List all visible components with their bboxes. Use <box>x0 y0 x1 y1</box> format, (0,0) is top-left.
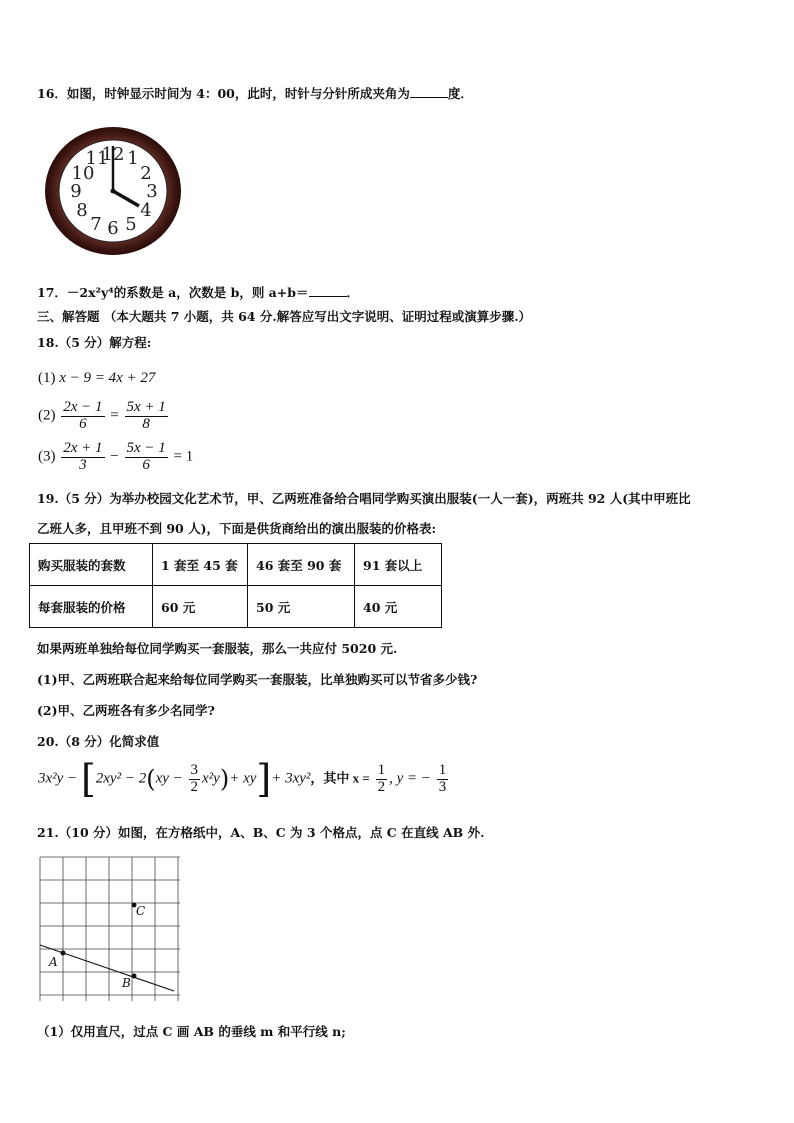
q18-part1-label: (1) <box>38 370 56 386</box>
fraction-denominator: 2 <box>377 778 386 795</box>
price-table <box>29 543 442 628</box>
table-cell: 46 套至 90 套 <box>248 544 355 586</box>
clock-number-3: 3 <box>146 181 158 202</box>
right-paren-icon: ) <box>219 765 230 793</box>
clock-center <box>111 189 116 194</box>
table-cell: 50 元 <box>248 586 355 628</box>
fraction-denominator: 2 <box>190 778 199 795</box>
fraction-denominator: 6 <box>142 456 150 473</box>
q18-part1 <box>38 370 155 387</box>
clock-number-4: 4 <box>140 200 152 221</box>
fraction-numerator: 1 <box>377 761 386 778</box>
line-ab <box>40 945 174 991</box>
q18-part2-label: (2) <box>38 407 56 424</box>
q18-part2-right-fraction <box>125 400 168 433</box>
clock-number-10: 10 <box>71 163 95 184</box>
clock-number-6: 6 <box>107 218 119 239</box>
q16-suffix: 度． <box>447 86 473 101</box>
table-cell: 40 元 <box>355 586 442 628</box>
fraction-denominator: 8 <box>142 415 150 432</box>
q20-term-5: + xy <box>229 770 257 787</box>
q17-num: 17． <box>37 285 67 300</box>
q20-term-1: 3x²y − <box>38 770 78 787</box>
point-b <box>132 974 137 979</box>
fraction-numerator: 2x − 1 <box>63 399 103 415</box>
clock-number-1: 1 <box>127 148 139 169</box>
q18-part3-minus: − <box>110 448 119 465</box>
q18-part3-left-fraction <box>61 441 104 474</box>
fraction-denominator: 3 <box>438 778 447 795</box>
grid-figure <box>38 855 186 1005</box>
clock-number-2: 2 <box>140 163 152 184</box>
q20-heading: 20.（8 分）化简求值 <box>37 734 160 749</box>
fraction-denominator: 3 <box>79 456 87 473</box>
q19-subquestion-1: (1)甲、乙两班联合起来给每位同学购买一套服装，比单独购买可以节省多少钱? <box>37 672 478 687</box>
table-cell: 购买服装的套数 <box>30 544 153 586</box>
table-cell: 60 元 <box>153 586 248 628</box>
q20-term-4: x²y <box>202 770 220 787</box>
clock-number-7: 7 <box>90 214 102 235</box>
label-a: A <box>49 955 58 969</box>
q18-part3 <box>38 441 193 474</box>
clock-number-11: 11 <box>85 148 109 169</box>
q19-condition: 如果两班单独给每位同学购买一套服装，那么一共应付 5020 元. <box>37 641 398 656</box>
right-bracket-icon: ] <box>256 757 272 801</box>
q20-x-value <box>376 763 388 796</box>
q20-term-3: xy − <box>155 770 183 787</box>
q18-heading: 18.（5 分）解方程: <box>37 335 152 350</box>
table-row <box>30 544 442 586</box>
q17-expr: －2x²y⁴ <box>66 285 114 300</box>
q18-part2 <box>38 400 170 433</box>
q20-fraction <box>189 763 201 796</box>
fraction-numerator: 2x + 1 <box>63 440 103 456</box>
q19-subquestion-2: (2)甲、乙两班各有多少名同学? <box>37 703 215 718</box>
left-paren-icon: ( <box>146 765 156 793</box>
fraction-numerator: 5x − 1 <box>126 440 166 456</box>
q16-line <box>37 84 473 102</box>
clock-number-12: 12 <box>101 144 125 165</box>
q19-line1: 19.（5 分）为举办校园文化艺术节，甲、乙两班准备给合唱同学购买演出服装(一人一套)，两班共 92 人(其中甲班比 <box>37 491 691 506</box>
q20-term-6: + 3xy² <box>271 770 311 787</box>
table-row <box>30 586 442 628</box>
q18-part2-left-fraction <box>61 400 104 433</box>
q21-subquestion-1: （1）仅用直尺，过点 C 画 AB 的垂线 m 和平行线 n; <box>37 1024 346 1039</box>
q19-line2: 乙班人多，且甲班不到 90 人)，下面是供货商给出的演出服装的价格表: <box>37 521 437 536</box>
q20-term-2: 2xy² − 2 <box>95 770 147 787</box>
left-bracket-icon: [ <box>80 757 96 801</box>
point-a <box>61 951 66 956</box>
q17-blank <box>309 284 347 297</box>
q20-y-value <box>437 763 449 796</box>
q20-where: ，其中 x = <box>310 770 370 786</box>
fraction-denominator: 6 <box>79 415 87 432</box>
clock-number-9: 9 <box>70 181 82 202</box>
grid-lines <box>40 857 180 1001</box>
q16-text: 16．如图，时钟显示时间为 4：00，此时，时针与分针所成夹角为 <box>37 86 410 101</box>
section-3-heading: 三、解答题 （本大题共 7 小题，共 64 分.解答应写出文字说明、证明过程或演算步骤.） <box>37 309 532 324</box>
label-b: B <box>122 976 131 990</box>
clock-figure <box>43 124 183 258</box>
q18-part2-equals: = <box>110 407 119 424</box>
fraction-numerator: 1 <box>438 761 447 778</box>
q21-text: 21.（10 分）如图，在方格纸中，A、B、C 为 3 个格点，点 C 在直线 AB 外. <box>37 825 485 840</box>
fraction-numerator: 5x + 1 <box>126 399 166 415</box>
table-cell: 1 套至 45 套 <box>153 544 248 586</box>
q20-y-sep: , y = − <box>389 770 431 787</box>
clock-number-8: 8 <box>76 200 88 221</box>
q18-part3-label: (3) <box>38 448 56 465</box>
clock-number-5: 5 <box>125 214 137 235</box>
q17-suffix: ． <box>346 285 360 300</box>
q16-blank <box>410 85 448 98</box>
table-cell: 每套服装的价格 <box>30 586 153 628</box>
table-cell: 91 套以上 <box>355 544 442 586</box>
q18-part3-equals: = 1 <box>173 448 194 465</box>
q20-expression <box>38 757 450 801</box>
fraction-numerator: 3 <box>190 761 199 778</box>
q18-part1-equation: x − 9 = 4x + 27 <box>59 370 156 386</box>
q18-part3-right-fraction <box>125 441 168 474</box>
q17-text: 的系数是 a，次数是 b，则 a+b＝ <box>113 285 309 300</box>
label-c: C <box>136 904 146 918</box>
q17-line <box>37 283 359 301</box>
